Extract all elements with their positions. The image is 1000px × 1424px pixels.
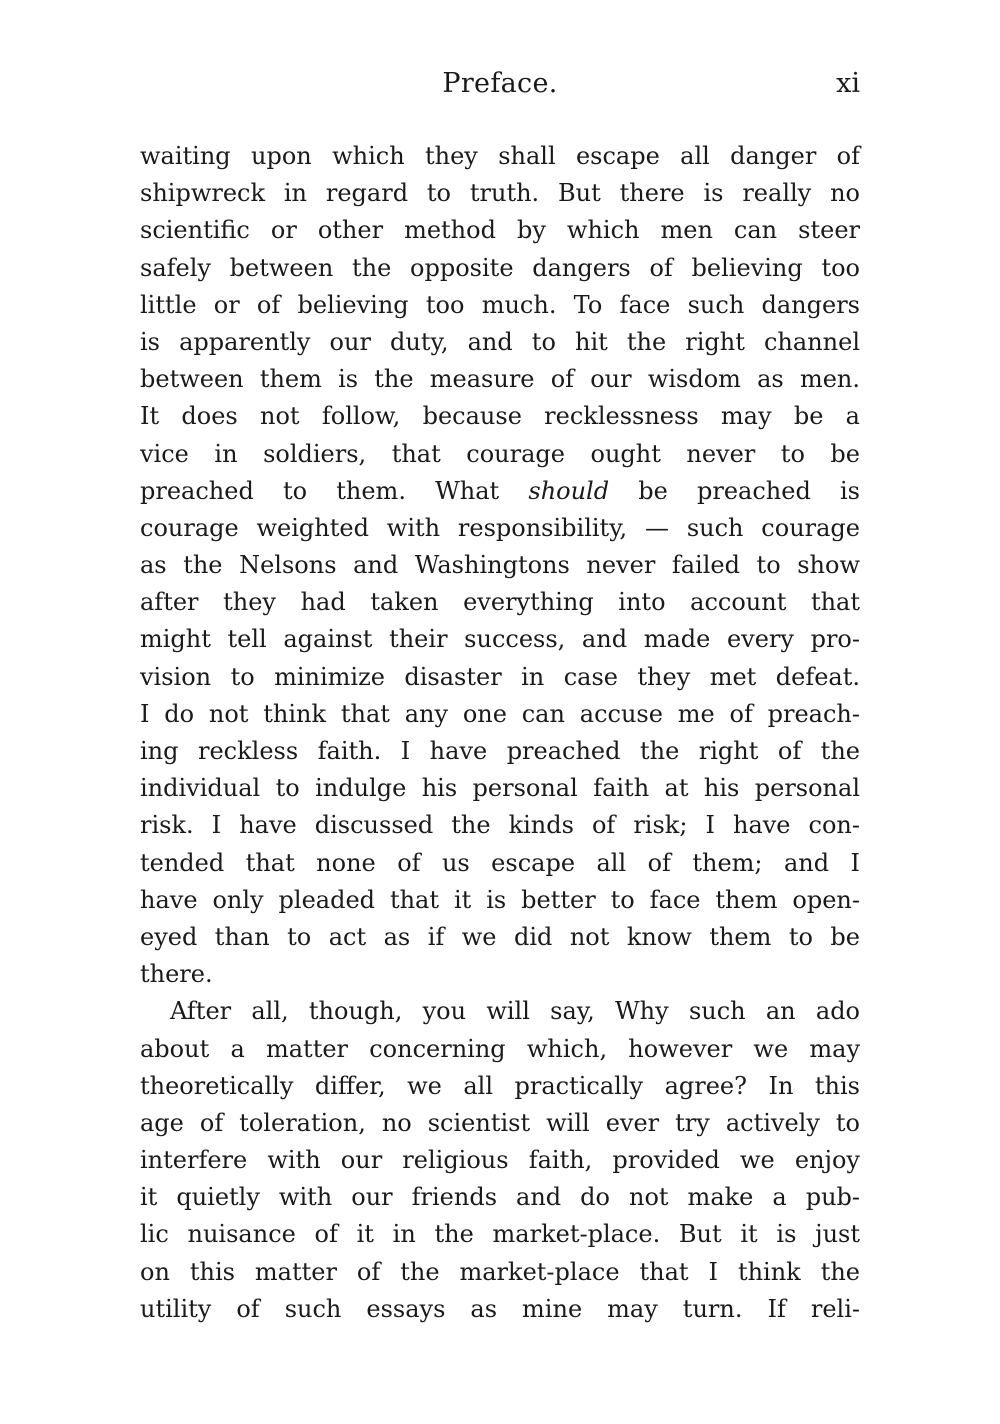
text-line-with-italic [140,473,860,510]
text-line: utility of such essays as mine may turn. If reli- [140,1294,860,1323]
text-line: waiting upon which they shall escape all danger of [140,142,860,170]
paragraph-end-line: there. [140,960,213,989]
text-line: safely between the opposite dangers of believing too [140,253,860,282]
text-line: It does not follow, because recklessness may be a [140,402,860,431]
text-line: as the Nelsons and Washingtons never failed to show [140,551,860,580]
text-line: theoretically differ, we all practically agree? In this [140,1071,860,1100]
paragraph-first-line: After all, though, you will say, Why such an ado [170,997,860,1026]
text-line: scientific or other method by which men can steer [140,216,860,245]
text-line: vision to minimize disaster in case they met defeat. [140,662,860,691]
text-line: it quietly with our friends and do not make a pub- [140,1183,860,1212]
body-text [140,138,860,1328]
text-line: tended that none of us escape all of them; and I [140,848,860,877]
text-line: have only pleaded that it is better to face them open- [140,885,860,914]
italic-word: should [528,476,610,505]
running-head [140,68,860,108]
page-number: xi [836,68,860,99]
text-line: on this matter of the market-place that I think the [140,1257,860,1286]
text-line: ing reckless faith. I have preached the right of the [140,737,860,765]
text-line: age of toleration, no scientist will ever try actively to [140,1108,860,1137]
text-segment: be preached is [609,476,860,505]
text-segment: preached to them. What [140,476,529,505]
text-line: might tell against their success, and made every pro- [140,625,860,654]
text-line: lic nuisance of it in the market-place. But it is just [140,1220,860,1249]
text-line: between them is the measure of our wisdom as men. [140,365,860,394]
text-line: risk. I have discussed the kinds of risk; I have con- [140,811,860,840]
text-line: courage weighted with responsibility, — such courage [140,513,860,542]
text-line: about a matter concerning which, however we may [140,1034,860,1063]
text-line: little or of believing too much. To face such dangers [140,290,860,319]
text-line: after they had taken everything into account that [140,588,860,617]
text-line: is apparently our duty, and to hit the right channel [140,327,860,356]
text-line: interfere with our religious faith, provided we enjoy [140,1146,860,1175]
text-line: eyed than to act as if we did not know them to be [140,922,860,951]
text-line: I do not think that any one can accuse me of preach- [140,699,860,728]
text-line: shipwreck in regard to truth. But there is really no [140,179,860,208]
running-title: Preface. [442,68,558,99]
text-line: individual to indulge his personal faith at his personal [140,774,860,803]
text-line: vice in soldiers, that courage ought never to be [140,439,860,468]
